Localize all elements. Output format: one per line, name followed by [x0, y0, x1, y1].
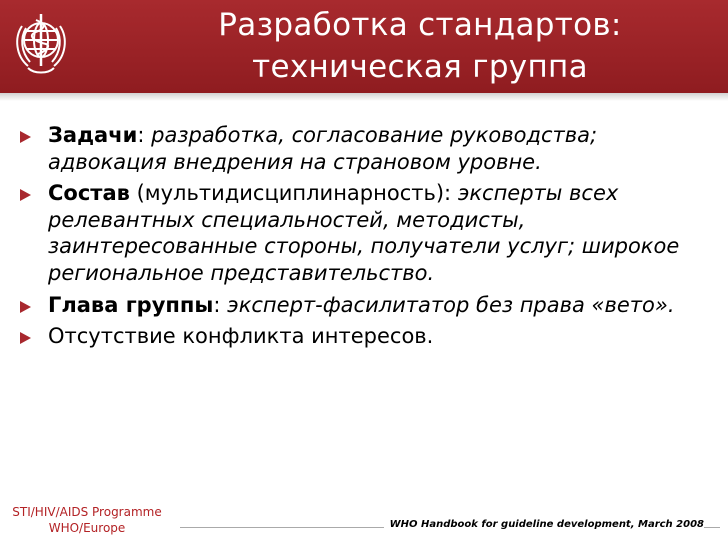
title-bar	[0, 0, 728, 93]
bullet-arrow-icon	[20, 189, 31, 201]
item-text: разработка, согласование руководства; адвокация внедрения на страновом уровне.	[48, 123, 598, 174]
programme-line-2: WHO/Europe	[48, 521, 126, 535]
item-text: эксперты всех релевантных специальностей, методисты, заинтересованные стороны, получатели услуг; широкое региональное представительство.	[48, 181, 680, 285]
bullet-arrow-icon	[20, 301, 31, 313]
bullet-list	[18, 122, 698, 355]
programme-label	[7, 504, 167, 536]
bullet-item-chair	[18, 292, 698, 319]
item-text: Отсутствие конфликта интересов.	[48, 324, 434, 349]
item-separator: :	[137, 123, 152, 147]
who-emblem-icon	[8, 6, 74, 84]
item-label: Задачи	[48, 123, 138, 147]
item-label: Состав	[48, 181, 130, 206]
title-line-2: техническая группа	[252, 49, 588, 85]
slide-title	[150, 4, 690, 88]
source-citation: WHO Handbook for guideline development, March 2008	[384, 519, 704, 530]
programme-line-1: STI/HIV/AIDS Programme	[12, 505, 162, 519]
bullet-item-tasks	[18, 122, 698, 175]
bullet-arrow-icon	[20, 332, 31, 344]
item-note: (мультидисциплинарность):	[129, 181, 458, 206]
title-bar-shadow	[0, 93, 728, 101]
item-separator: :	[213, 292, 228, 317]
item-text: эксперт-фасилитатор без права «вето».	[227, 292, 675, 317]
title-line-1: Разработка стандартов:	[218, 7, 622, 43]
bullet-item-composition	[18, 180, 698, 286]
item-label: Глава группы	[48, 292, 214, 317]
bullet-item-conflict	[18, 323, 698, 350]
bullet-arrow-icon	[20, 131, 31, 143]
